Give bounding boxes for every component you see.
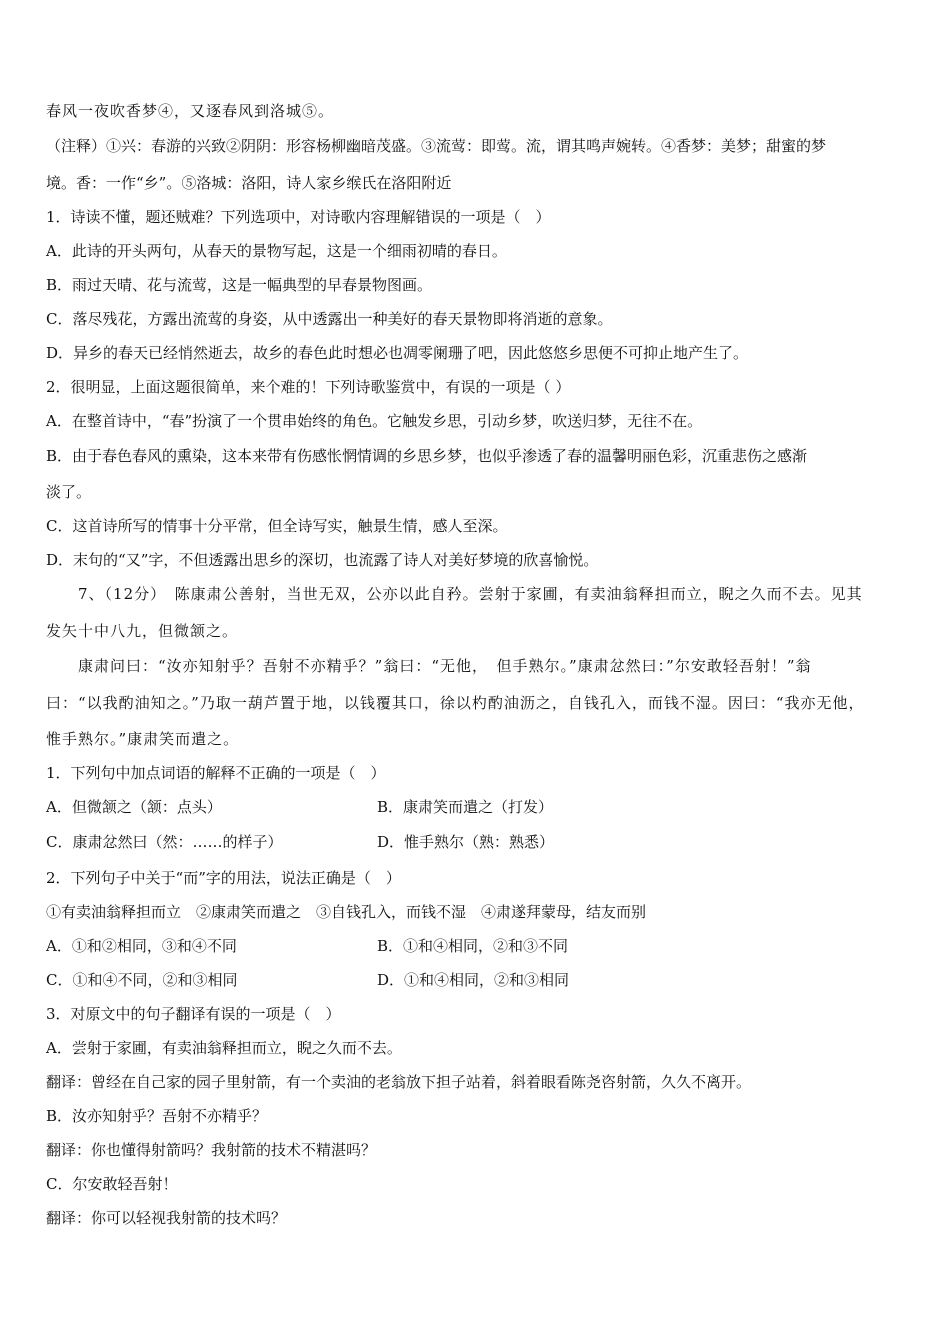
p2-option-a: A．①和②相同，③和④不同	[46, 937, 237, 955]
q1-stem: 1．诗读不懂，题还贼难？下列选项中，对诗歌内容理解错误的一项是（ ）	[46, 208, 551, 226]
p3-option-b-translation: 翻译：你也懂得射箭吗？我射箭的技术不精湛吗？	[46, 1141, 377, 1159]
passage-line-1: 7、（12分） 陈康肃公善射，当世无双，公亦以此自矜。尝射于家圃，有卖油翁释担而立，睨之久而不去。见其	[78, 585, 863, 603]
passage-line-5: 惟手熟尔。”康肃笑而遣之。	[46, 730, 240, 748]
q1-option-d: D．异乡的春天已经悄然逝去，故乡的春色此时想必也凋零阑珊了吧，因此悠悠乡思便不可抑止地产生了。	[46, 344, 749, 362]
p2-stem: 2．下列句子中关于“而”字的用法，说法正确是（ ）	[46, 869, 401, 887]
q1-option-c: C．落尽残花，方露出流莺的身姿，从中透露出一种美好的春天景物即将消逝的意象。	[46, 310, 613, 328]
poem-notes-line-2: 境。香：一作“乡”。⑤洛城：洛阳，诗人家乡缑氏在洛阳附近	[46, 174, 452, 192]
q2-option-c: C．这首诗所写的情事十分平常，但全诗写实，触景生情，感人至深。	[46, 517, 508, 535]
q2-option-b-line-2: 淡了。	[46, 483, 92, 501]
p2-option-b: B．①和④相同，②和③不同	[377, 937, 569, 955]
p3-option-a: A．尝射于家圃，有卖油翁释担而立，睨之久而不去。	[46, 1039, 402, 1057]
p1-option-c: C．康肃忿然曰（然：……的样子）	[46, 833, 283, 851]
p3-option-b: B．汝亦知射乎？吾射不亦精乎？	[46, 1107, 268, 1125]
q1-option-b: B．雨过天晴、花与流莺，这是一幅典型的早春景物图画。	[46, 276, 433, 294]
p3-stem: 3．对原文中的句子翻译有误的一项是（ ）	[46, 1005, 341, 1023]
q2-option-a: A．在整首诗中，“春”扮演了一个贯串始终的角色。它触发乡思，引动乡梦，吹送归梦，无往不在。	[46, 412, 703, 430]
passage-line-3: 康肃问曰：“汝亦知射乎？吾射不亦精乎？”翁曰：“无他， 但手熟尔。”康肃忿然曰：”尔安敢轻吾射！”翁	[78, 657, 812, 675]
poem-last-line: 春风一夜吹香梦④，又逐春风到洛城⑤。	[46, 102, 335, 120]
p1-option-d: D．惟手熟尔（熟：熟悉）	[377, 833, 555, 851]
q1-option-a: A．此诗的开头两句，从春天的景物写起，这是一个细雨初晴的春日。	[46, 242, 507, 260]
q2-option-b-line-1: B．由于春色春风的熏染，这本来带有伤感怅惘情调的乡思乡梦，也似乎渗透了春的温馨明丽色彩，沉重悲伤之感渐	[46, 447, 808, 465]
p3-option-c: C．尔安敢轻吾射！	[46, 1175, 178, 1193]
q2-stem: 2．很明显，上面这题很简单，来个难的！下列诗歌鉴赏中，有误的一项是（ ）	[46, 378, 571, 396]
q2-option-d: D．末句的“又”字，不但透露出思乡的深切，也流露了诗人对美好梦境的欣喜愉悦。	[46, 551, 599, 569]
poem-notes-line-1: （注释）①兴：春游的兴致②阴阴：形容杨柳幽暗茂盛。③流莺：即莺。流，谓其鸣声婉转。④香梦：美梦；甜蜜的梦	[46, 137, 827, 155]
p2-option-c: C．①和④不同，②和③相同	[46, 971, 238, 989]
p3-option-a-translation: 翻译：曾经在自己家的园子里射箭，有一个卖油的老翁放下担子站着，斜着眼看陈尧咨射箭，久久不离开。	[46, 1073, 752, 1091]
passage-line-2: 发矢十中八九，但微颔之。	[46, 622, 239, 640]
passage-line-4: 曰：“以我酌油知之。”乃取一葫芦置于地，以钱覆其口，徐以杓酌油沥之，自钱孔入，而钱不湿。因曰：“我亦无他，	[46, 694, 865, 712]
p1-option-b: B．康肃笑而遣之（打发）	[377, 798, 554, 816]
p2-option-d: D．①和④相同，②和③相同	[377, 971, 570, 989]
p2-items: ①有卖油翁释担而立 ②康肃笑而遣之 ③自钱孔入，而钱不湿 ④肃遂拜蒙母，结友而别	[46, 903, 647, 921]
p3-option-c-translation: 翻译：你可以轻视我射箭的技术吗？	[46, 1209, 287, 1227]
p1-stem: 1．下列句中加点词语的解释不正确的一项是（ ）	[46, 764, 386, 782]
p1-option-a: A．但微颔之（颔：点头）	[46, 798, 222, 816]
